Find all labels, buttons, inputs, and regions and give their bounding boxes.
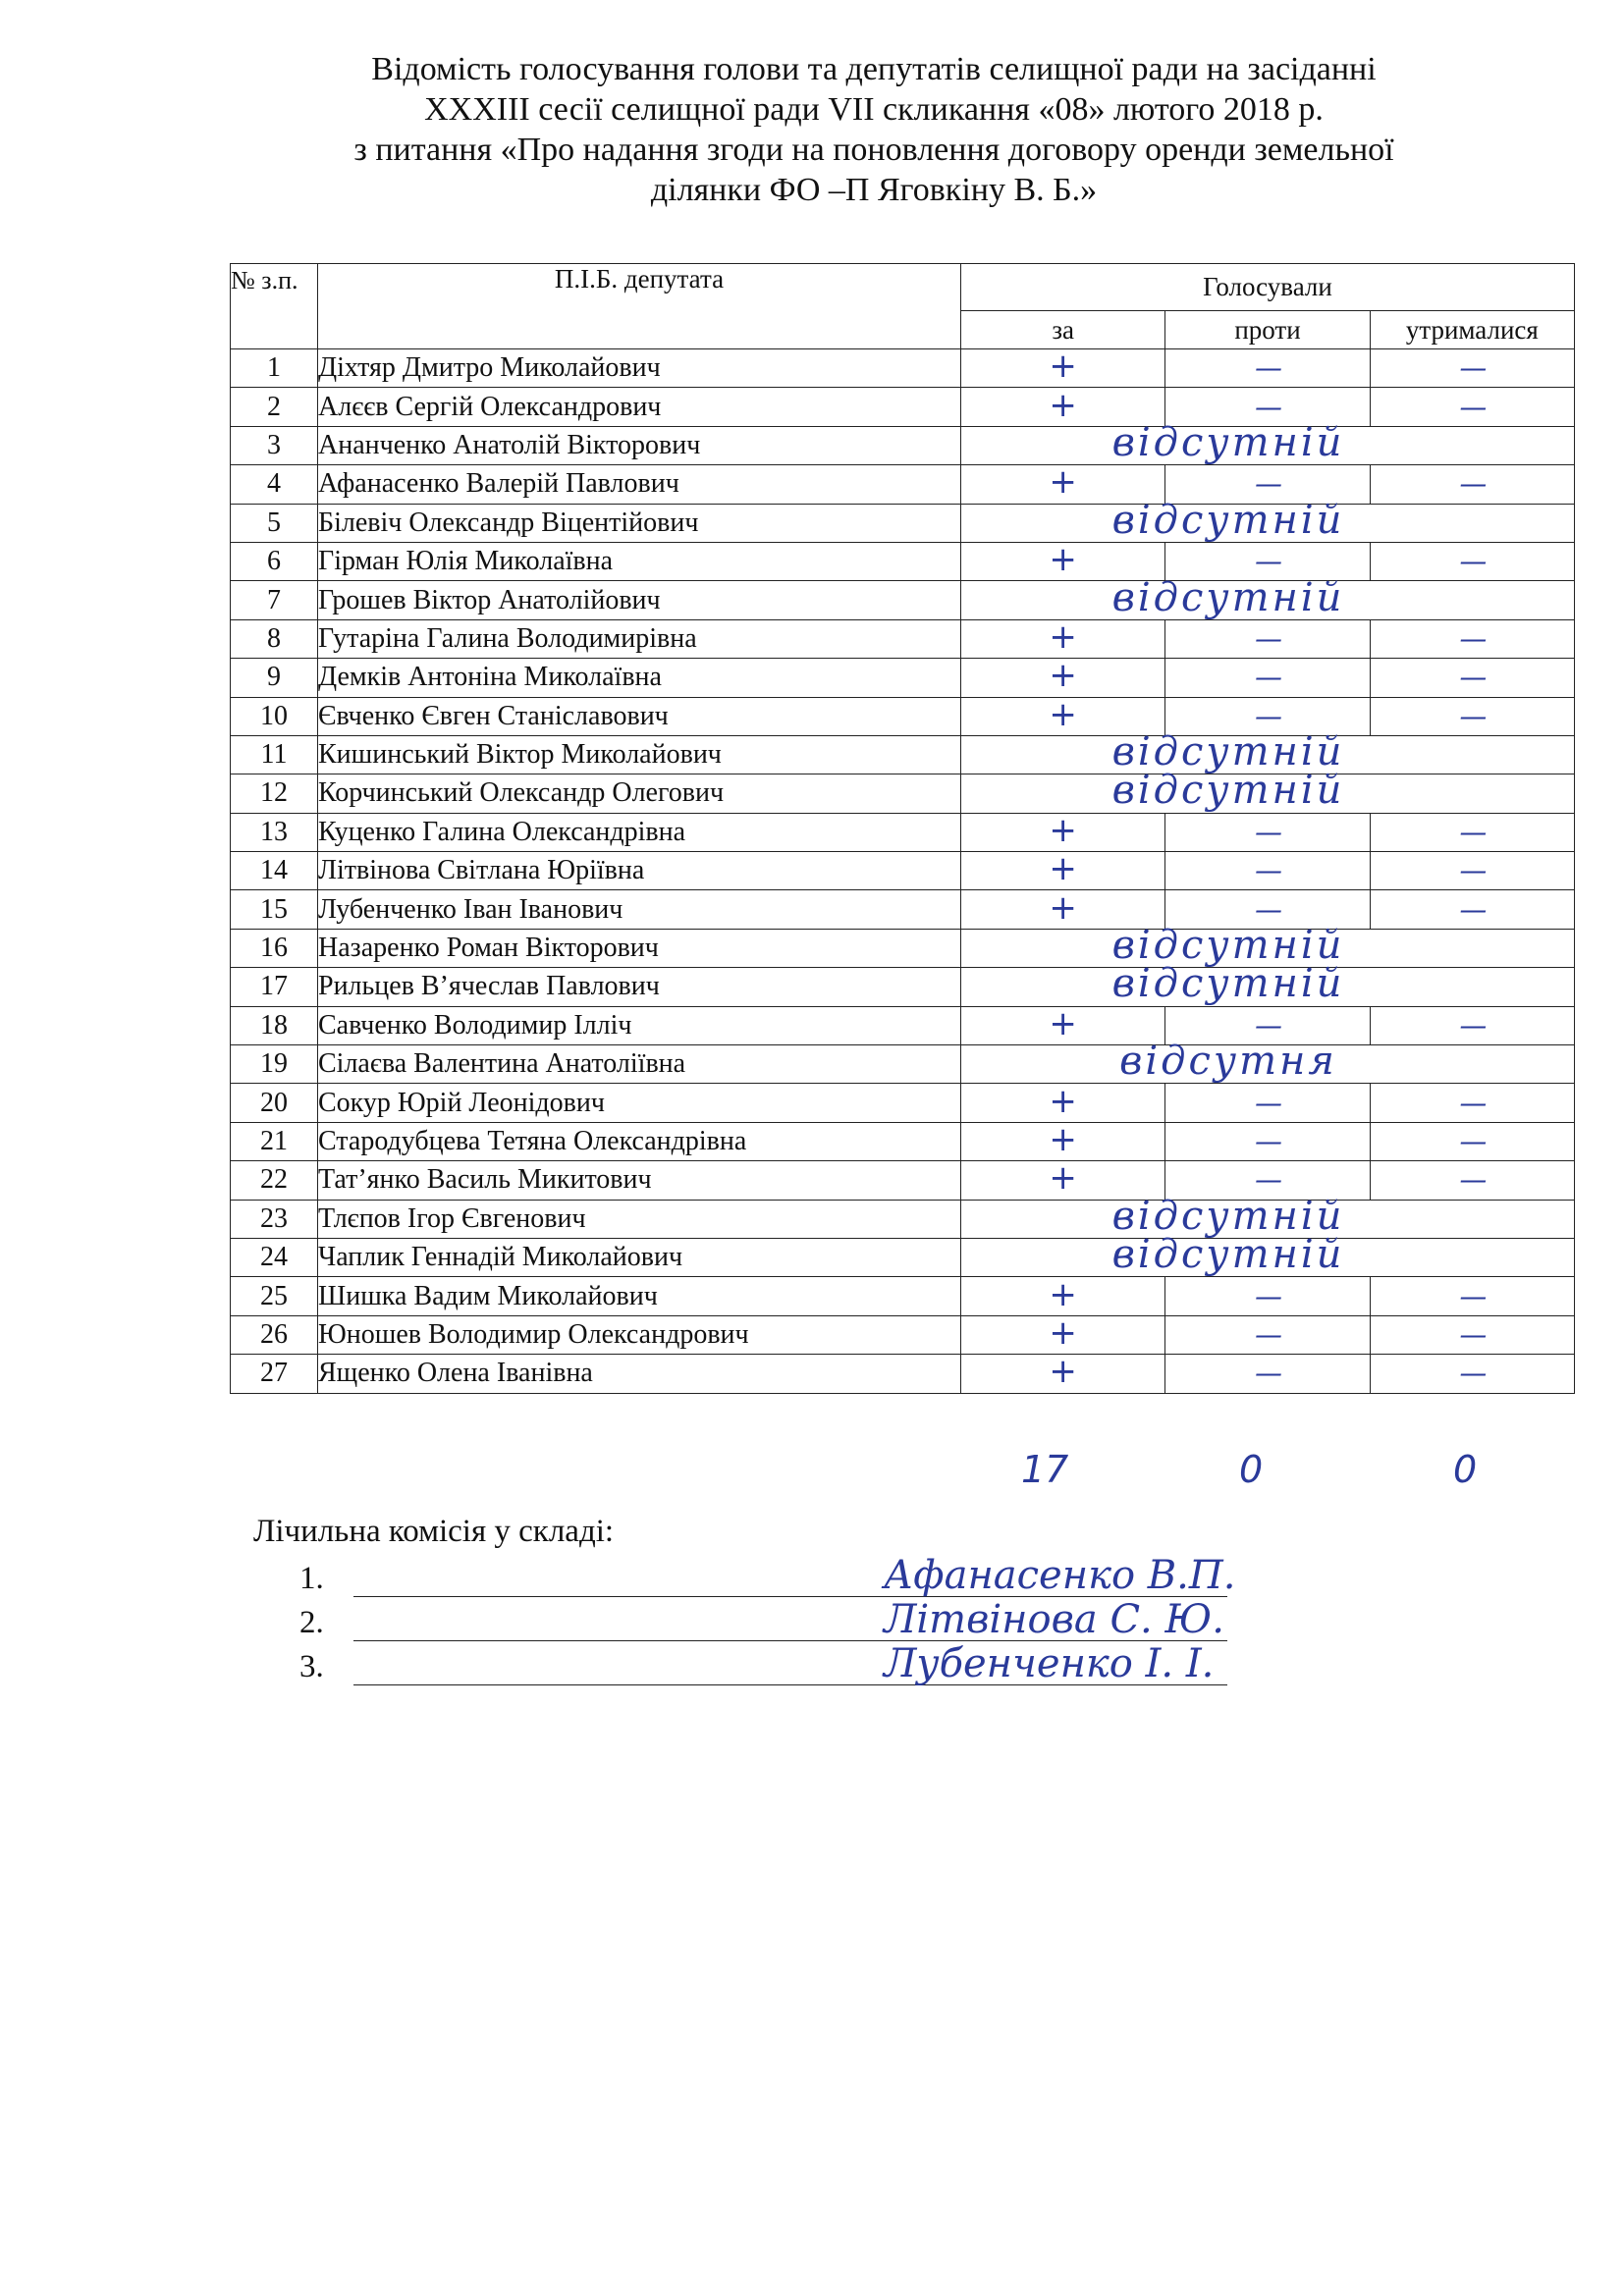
vote-against-mark: — xyxy=(1254,1125,1280,1157)
row-number: 27 xyxy=(231,1355,318,1393)
table-row xyxy=(231,1161,1575,1200)
header-abstained: утрималися xyxy=(1370,311,1574,349)
absent-mark: відсутній xyxy=(1111,419,1345,465)
vote-cell-abstained xyxy=(1370,465,1574,504)
signer-name: Літвінова С. Ю. xyxy=(884,1597,1224,1642)
deputy-name: Ананченко Анатолій Вікторович xyxy=(318,426,961,464)
absent-mark: відсутній xyxy=(1111,961,1345,1007)
absent-cell xyxy=(961,497,1575,543)
absent-mark: відсутній xyxy=(1111,497,1345,543)
vote-against-mark: — xyxy=(1254,1279,1280,1312)
absent-cell xyxy=(961,768,1575,814)
row-number: 15 xyxy=(231,890,318,929)
vote-cell-for xyxy=(961,1081,1165,1122)
header-against: проти xyxy=(1165,311,1370,349)
row-number: 23 xyxy=(231,1200,318,1238)
table-row xyxy=(231,504,1575,542)
vote-cell-for xyxy=(961,810,1165,851)
vote-abstained-mark: — xyxy=(1459,815,1486,848)
vote-cell-abstained xyxy=(1370,890,1574,929)
vote-for-mark: + xyxy=(1049,1081,1077,1121)
vote-for-mark: + xyxy=(1049,1003,1077,1043)
row-number: 12 xyxy=(231,774,318,813)
vote-cell-abstained xyxy=(1370,659,1574,697)
deputy-name: Кишинський Віктор Миколайович xyxy=(318,735,961,774)
table-row xyxy=(231,697,1575,735)
title-line-3: з питання «Про надання згоди на поновлення договору оренди земельної xyxy=(353,132,1394,168)
vote-cell-abstained xyxy=(1370,1315,1574,1354)
row-number: 4 xyxy=(231,465,318,504)
absent-cell xyxy=(961,961,1575,1007)
vote-abstained-mark: — xyxy=(1459,545,1486,578)
total-abstained: 0 xyxy=(1453,1448,1478,1491)
table-row xyxy=(231,852,1575,890)
vote-cell-for xyxy=(961,656,1165,697)
table-row xyxy=(231,968,1575,1006)
vote-abstained-mark: — xyxy=(1459,351,1486,385)
row-number: 16 xyxy=(231,929,318,967)
row-number: 20 xyxy=(231,1084,318,1122)
row-number: 24 xyxy=(231,1238,318,1276)
vote-cell-for xyxy=(961,1274,1165,1315)
vote-cell-against xyxy=(1165,349,1370,388)
commission-signatures xyxy=(299,1553,1236,1693)
vote-cell-abstained xyxy=(1370,1355,1574,1393)
absent-mark: відсутній xyxy=(1111,574,1345,620)
vote-cell-for xyxy=(961,1312,1165,1354)
vote-against-mark: — xyxy=(1254,1008,1280,1041)
vote-cell-for xyxy=(961,349,1165,388)
table-row xyxy=(231,388,1575,426)
vote-against-mark: — xyxy=(1254,467,1280,501)
vote-cell-against xyxy=(1165,1277,1370,1315)
vote-cell-against xyxy=(1165,1122,1370,1160)
table-row xyxy=(231,1238,1575,1276)
deputy-name: Літвінова Світлана Юріївна xyxy=(318,852,961,890)
vote-cell-for xyxy=(961,849,1165,890)
deputy-name: Сокур Юрій Леонідович xyxy=(318,1084,961,1122)
row-number: 25 xyxy=(231,1277,318,1315)
vote-cell-for xyxy=(961,616,1165,658)
vote-for-mark: + xyxy=(1049,810,1077,850)
absent-cell xyxy=(961,1039,1575,1085)
vote-for-mark: + xyxy=(1049,616,1077,657)
absent-cell xyxy=(961,1232,1575,1278)
deputy-name: Рильцев В’ячеслав Павлович xyxy=(318,968,961,1006)
header-number: № з.п. xyxy=(231,264,318,349)
vote-cell-abstained xyxy=(1370,813,1574,851)
vote-for-mark: + xyxy=(1049,1352,1077,1392)
vote-cell-abstained xyxy=(1370,1006,1574,1044)
row-number: 10 xyxy=(231,697,318,735)
signature-number: 1. xyxy=(299,1561,324,1596)
deputy-name: Гутаріна Галина Володимирівна xyxy=(318,619,961,658)
vote-cell-abstained xyxy=(1370,1122,1574,1160)
vote-totals xyxy=(0,1448,1624,1497)
row-number: 2 xyxy=(231,388,318,426)
absent-mark: відсутній xyxy=(1111,1193,1345,1239)
row-number: 1 xyxy=(231,349,318,388)
row-number: 14 xyxy=(231,852,318,890)
signer-name: Афанасенко В.П. xyxy=(884,1553,1236,1598)
vote-for-mark: + xyxy=(1049,347,1077,387)
table-row xyxy=(231,890,1575,929)
vote-abstained-mark: — xyxy=(1459,1125,1486,1157)
total-against: 0 xyxy=(1239,1448,1264,1491)
vote-abstained-mark: — xyxy=(1459,1317,1486,1351)
deputy-name: Алєєв Сергій Олександрович xyxy=(318,388,961,426)
title-line-4: ділянки ФО –П Яговкіну В. Б.» xyxy=(650,172,1098,208)
vote-abstained-mark: — xyxy=(1459,467,1486,501)
table-row xyxy=(231,1045,1575,1084)
table-row xyxy=(231,542,1575,580)
signature-row xyxy=(299,1641,1227,1693)
vote-against-mark: — xyxy=(1254,1357,1280,1390)
table-row xyxy=(231,1355,1575,1393)
row-number: 7 xyxy=(231,581,318,619)
table-row xyxy=(231,1315,1575,1354)
vote-for-mark: + xyxy=(1049,385,1077,425)
title-line-2: XXXIII сесії селищної ради VII скликання «08» лютого 2018 р. xyxy=(424,91,1324,128)
table-row xyxy=(231,1006,1575,1044)
vote-abstained-mark: — xyxy=(1459,1086,1486,1119)
commission-label: Лічильна комісія у складі: xyxy=(253,1514,615,1549)
vote-rows xyxy=(231,349,1575,1394)
vote-against-mark: — xyxy=(1254,1317,1280,1351)
vote-for-mark: + xyxy=(1049,1158,1077,1199)
vote-against-mark: — xyxy=(1254,545,1280,578)
signature-line xyxy=(353,1597,1227,1642)
deputy-name: Савченко Володимир Ілліч xyxy=(318,1006,961,1044)
header-voted: Голосували xyxy=(961,264,1575,311)
table-row xyxy=(231,465,1575,504)
signature-line xyxy=(353,1641,1227,1686)
table-row xyxy=(231,813,1575,851)
vote-against-mark: — xyxy=(1254,815,1280,848)
row-number: 13 xyxy=(231,813,318,851)
signature-number: 3. xyxy=(299,1649,324,1684)
table-row xyxy=(231,581,1575,619)
vote-cell-abstained xyxy=(1370,1161,1574,1200)
deputy-name: Куценко Галина Олександрівна xyxy=(318,813,961,851)
vote-cell-against xyxy=(1165,1315,1370,1354)
table-row xyxy=(231,619,1575,658)
vote-against-mark: — xyxy=(1254,621,1280,655)
row-number: 9 xyxy=(231,659,318,697)
deputy-name: Сілаєва Валентина Анатоліївна xyxy=(318,1045,961,1084)
vote-for-mark: + xyxy=(1049,887,1077,928)
vote-abstained-mark: — xyxy=(1459,1357,1486,1390)
deputy-name: Грошев Віктор Анатолійович xyxy=(318,581,961,619)
deputy-name: Тат’янко Василь Микитович xyxy=(318,1161,961,1200)
vote-abstained-mark: — xyxy=(1459,390,1486,423)
row-number: 5 xyxy=(231,504,318,542)
deputy-name: Тлєпов Ігор Євгенович xyxy=(318,1200,961,1238)
vote-cell-abstained xyxy=(1370,852,1574,890)
vote-against-mark: — xyxy=(1254,854,1280,887)
table-row xyxy=(231,1277,1575,1315)
deputy-name: Корчинський Олександр Олегович xyxy=(318,774,961,813)
absent-mark: відсутній xyxy=(1111,1232,1345,1278)
table-row xyxy=(231,774,1575,813)
vote-abstained-mark: — xyxy=(1459,1008,1486,1041)
deputy-name: Стародубцева Тетяна Олександрівна xyxy=(318,1122,961,1160)
vote-abstained-mark: — xyxy=(1459,1163,1486,1197)
vote-against-mark: — xyxy=(1254,661,1280,694)
row-number: 21 xyxy=(231,1122,318,1160)
vote-cell-against xyxy=(1165,619,1370,658)
absent-cell xyxy=(961,574,1575,620)
deputy-name: Шишка Вадим Миколайович xyxy=(318,1277,961,1315)
vote-cell-abstained xyxy=(1370,349,1574,388)
vote-against-mark: — xyxy=(1254,390,1280,423)
absent-mark: відсутній xyxy=(1111,923,1345,969)
deputy-name: Білевіч Олександр Віцентійович xyxy=(318,504,961,542)
vote-for-mark: + xyxy=(1049,462,1077,503)
vote-cell-abstained xyxy=(1370,1277,1574,1315)
vote-cell-abstained xyxy=(1370,1084,1574,1122)
signature-number: 2. xyxy=(299,1605,324,1640)
deputy-name: Афанасенко Валерій Павлович xyxy=(318,465,961,504)
vote-against-mark: — xyxy=(1254,699,1280,732)
absent-mark: відсутній xyxy=(1111,729,1345,775)
deputy-name: Назаренко Роман Вікторович xyxy=(318,929,961,967)
deputy-name: Лубенченко Іван Іванович xyxy=(318,890,961,929)
vote-cell-abstained xyxy=(1370,697,1574,735)
total-for: 17 xyxy=(1021,1448,1069,1491)
absent-cell xyxy=(961,419,1575,465)
table-row xyxy=(231,929,1575,967)
vote-for-mark: + xyxy=(1049,656,1077,696)
signature-line xyxy=(353,1553,1236,1598)
header-name: П.І.Б. депутата xyxy=(318,264,961,349)
table-row xyxy=(231,735,1575,774)
vote-cell-against xyxy=(1165,659,1370,697)
vote-for-mark: + xyxy=(1049,1312,1077,1353)
row-number: 17 xyxy=(231,968,318,1006)
voting-table xyxy=(230,263,1575,1394)
row-number: 19 xyxy=(231,1045,318,1084)
header-for: за xyxy=(961,311,1165,349)
row-number: 22 xyxy=(231,1161,318,1200)
absent-mark: відсутній xyxy=(1111,768,1345,814)
deputy-name: Юношев Володимир Олександрович xyxy=(318,1315,961,1354)
deputy-name: Євченко Євген Станіславович xyxy=(318,697,961,735)
vote-against-mark: — xyxy=(1254,1163,1280,1197)
table-row xyxy=(231,659,1575,697)
vote-abstained-mark: — xyxy=(1459,661,1486,694)
vote-cell-for xyxy=(961,1352,1165,1393)
deputy-name: Демків Антоніна Миколаївна xyxy=(318,659,961,697)
row-number: 6 xyxy=(231,542,318,580)
table-row xyxy=(231,1122,1575,1160)
row-number: 11 xyxy=(231,735,318,774)
vote-cell-for xyxy=(961,1122,1165,1160)
row-number: 8 xyxy=(231,619,318,658)
vote-abstained-mark: — xyxy=(1459,892,1486,926)
title-line-1: Відомість голосування голови та депутатів селищної ради на засіданні xyxy=(371,51,1377,87)
vote-cell-abstained xyxy=(1370,388,1574,426)
vote-against-mark: — xyxy=(1254,892,1280,926)
vote-against-mark: — xyxy=(1254,1086,1280,1119)
vote-for-mark: + xyxy=(1049,540,1077,580)
document-title xyxy=(236,49,1512,210)
vote-cell-against xyxy=(1165,852,1370,890)
vote-abstained-mark: — xyxy=(1459,699,1486,732)
vote-abstained-mark: — xyxy=(1459,854,1486,887)
vote-cell-against xyxy=(1165,813,1370,851)
deputy-name: Чаплик Геннадій Миколайович xyxy=(318,1238,961,1276)
deputy-name: Ященко Олена Іванівна xyxy=(318,1355,961,1393)
vote-for-mark: + xyxy=(1049,849,1077,889)
vote-for-mark: + xyxy=(1049,694,1077,734)
deputy-name: Діхтяр Дмитро Миколайович xyxy=(318,349,961,388)
table-row xyxy=(231,426,1575,464)
signer-name: Лубенченко І. І. xyxy=(884,1641,1215,1686)
row-number: 18 xyxy=(231,1006,318,1044)
vote-for-mark: + xyxy=(1049,1120,1077,1159)
table-row xyxy=(231,349,1575,388)
vote-abstained-mark: — xyxy=(1459,621,1486,655)
absent-mark: відсутня xyxy=(1119,1039,1337,1085)
vote-cell-abstained xyxy=(1370,542,1574,580)
vote-abstained-mark: — xyxy=(1459,1279,1486,1312)
deputy-name: Гірман Юлія Миколаївна xyxy=(318,542,961,580)
vote-against-mark: — xyxy=(1254,351,1280,385)
table-row xyxy=(231,1200,1575,1238)
row-number: 26 xyxy=(231,1315,318,1354)
table-row xyxy=(231,1084,1575,1122)
vote-for-mark: + xyxy=(1049,1274,1077,1314)
vote-cell-against xyxy=(1165,1355,1370,1393)
vote-cell-against xyxy=(1165,1084,1370,1122)
vote-cell-abstained xyxy=(1370,619,1574,658)
row-number: 3 xyxy=(231,426,318,464)
